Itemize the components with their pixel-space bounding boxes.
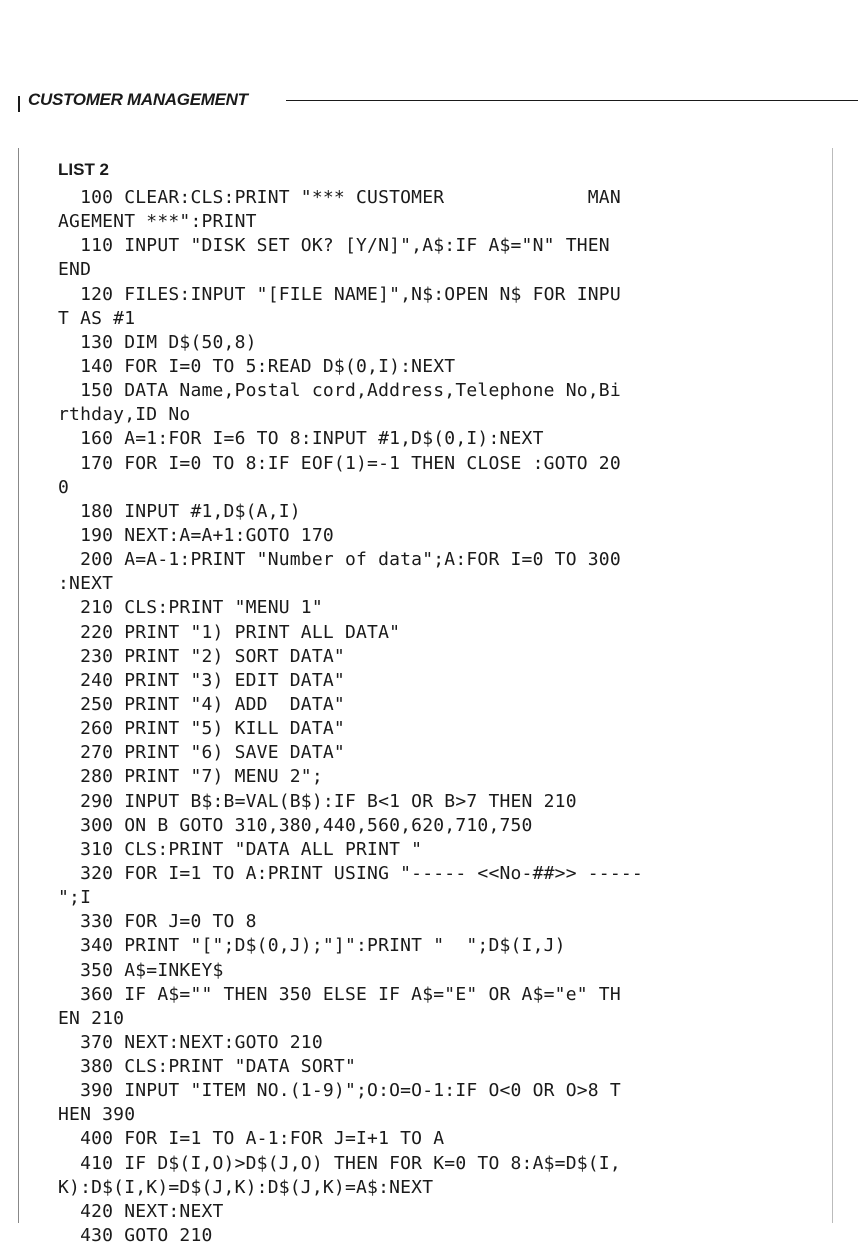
code-line: 320 FOR I=1 TO A:PRINT USING "----- <<No-##>> ----- <box>58 862 643 884</box>
code-line: 190 NEXT:A=A+1:GOTO 170 <box>58 524 334 546</box>
code-line: 280 PRINT "7) MENU 2"; <box>58 766 323 788</box>
listing-frame-left <box>18 148 19 1223</box>
code-line: :NEXT <box>58 573 114 595</box>
code-line: AGEMENT ***":PRINT <box>58 211 257 233</box>
code-line: 130 DIM D$(50,8) <box>58 331 257 353</box>
code-line: 290 INPUT B$:B=VAL(B$):IF B<1 OR B>7 THEN 210 <box>58 790 577 812</box>
code-line: rthday,ID No <box>58 404 191 426</box>
code-line: 380 CLS:PRINT "DATA SORT" <box>58 1056 356 1078</box>
listing-frame-right <box>832 148 833 1223</box>
code-line: 270 PRINT "6) SAVE DATA" <box>58 742 345 764</box>
code-listing <box>58 186 828 1248</box>
code-line: 340 PRINT "[";D$(0,J);"]":PRINT " ";D$(I,J) <box>58 935 566 957</box>
code-line: 390 INPUT "ITEM NO.(1-9)";O:O=O-1:IF O<0 OR O>8 T <box>58 1080 621 1102</box>
code-line: 0 <box>58 476 70 498</box>
section-title: CUSTOMER MANAGEMENT <box>28 90 248 109</box>
code-line: 370 NEXT:NEXT:GOTO 210 <box>58 1031 323 1053</box>
code-line: 420 NEXT:NEXT <box>58 1200 224 1222</box>
code-line: 350 A$=INKEY$ <box>58 959 224 981</box>
code-line: 150 DATA Name,Postal cord,Address,Telephone No,Bi <box>58 380 621 402</box>
code-line: 200 A=A-1:PRINT "Number of data";A:FOR I=0 TO 300 <box>58 549 621 571</box>
code-line: 140 FOR I=0 TO 5:READ D$(0,I):NEXT <box>58 355 456 377</box>
code-line: 220 PRINT "1) PRINT ALL DATA" <box>58 621 401 643</box>
code-line: 180 INPUT #1,D$(A,I) <box>58 500 301 522</box>
code-line: 100 CLEAR:CLS:PRINT "*** CUSTOMER MAN <box>58 187 621 208</box>
code-line: 240 PRINT "3) EDIT DATA" <box>58 669 345 691</box>
code-line: 260 PRINT "5) KILL DATA" <box>58 718 345 740</box>
code-line: ";I <box>58 887 92 909</box>
code-line: 360 IF A$="" THEN 350 ELSE IF A$="E" OR A$="e" TH <box>58 983 621 1005</box>
code-line: 430 GOTO 210 <box>58 1225 213 1247</box>
code-line: HEN 390 <box>58 1104 136 1126</box>
code-line: 170 FOR I=0 TO 8:IF EOF(1)=-1 THEN CLOSE :GOTO 20 <box>58 452 621 474</box>
code-line: 120 FILES:INPUT "[FILE NAME]",N$:OPEN N$ FOR INPU <box>58 283 621 305</box>
code-line: 310 CLS:PRINT "DATA ALL PRINT " <box>58 838 423 860</box>
list-heading: LIST 2 <box>58 160 110 179</box>
code-line: 400 FOR I=1 TO A-1:FOR J=I+1 TO A <box>58 1128 445 1150</box>
code-line: 250 PRINT "4) ADD DATA" <box>58 693 345 715</box>
code-line: 410 IF D$(I,O)>D$(J,O) THEN FOR K=0 TO 8:A$=D$(I, <box>58 1152 621 1174</box>
code-line: 300 ON B GOTO 310,380,440,560,620,710,750 <box>58 814 533 836</box>
code-line: 230 PRINT "2) SORT DATA" <box>58 645 345 667</box>
code-line: K):D$(I,K)=D$(J,K):D$(J,K)=A$:NEXT <box>58 1176 434 1198</box>
header-rule <box>286 100 858 101</box>
code-line: T AS #1 <box>58 307 136 329</box>
code-line: END <box>58 259 92 281</box>
code-line: 210 CLS:PRINT "MENU 1" <box>58 597 323 619</box>
header-bracket <box>18 96 20 112</box>
code-line: 330 FOR J=0 TO 8 <box>58 911 257 933</box>
code-line: 110 INPUT "DISK SET OK? [Y/N]",A$:IF A$="N" THEN <box>58 235 610 257</box>
code-line: EN 210 <box>58 1007 125 1029</box>
code-line: 160 A=1:FOR I=6 TO 8:INPUT #1,D$(0,I):NEXT <box>58 428 544 450</box>
section-header <box>0 84 858 114</box>
